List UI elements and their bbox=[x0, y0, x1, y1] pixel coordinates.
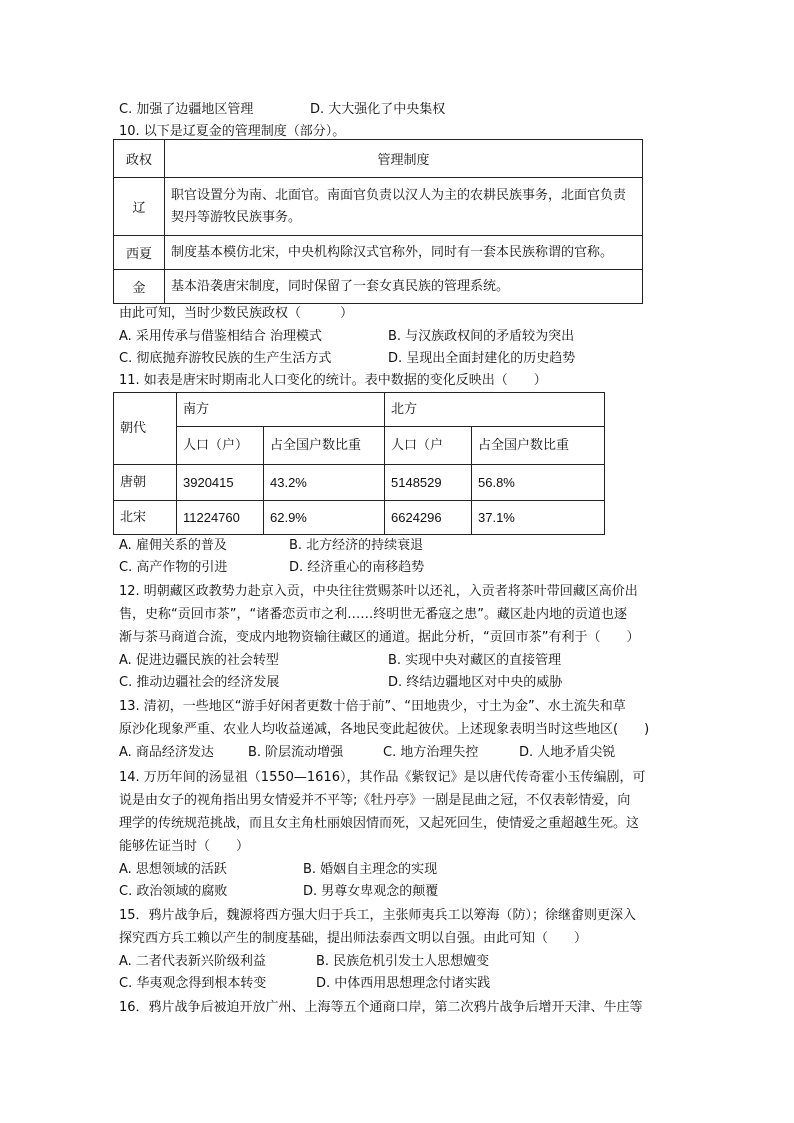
q11-header-south: 南方 bbox=[177, 393, 385, 427]
q15-option-b[interactable]: B. 民族危机引发士人思想嬗变 bbox=[316, 954, 490, 969]
q10-regime-xixia: 西夏 bbox=[114, 236, 165, 270]
q10-option-d[interactable]: D. 呈现出全面封建化的历史趋势 bbox=[388, 351, 576, 366]
q15-option-a[interactable]: A. 二者代表新兴阶级利益 bbox=[119, 954, 266, 969]
q11-header-north: 北方 bbox=[385, 393, 605, 427]
q11-header-north-share: 占全国户数比重 bbox=[472, 427, 605, 465]
q10-table bbox=[113, 139, 643, 304]
q11-cell-north-pop: 6624296 bbox=[385, 501, 472, 535]
q11-stem: 11. 如表是唐宋时期南北人口变化的统计。表中数据的变化反映出（ ） bbox=[119, 373, 547, 388]
q11-header-north-pop: 人口（户 bbox=[385, 427, 472, 465]
q14-option-b[interactable]: B. 婚姻自主理念的实现 bbox=[303, 862, 438, 877]
q12-line-2: 售，史称“贡回市茶”，“诸番恋贡市之利……终明世无番寇之患”。藏区赴内地的贡道也逐 bbox=[119, 607, 627, 622]
q14-option-a[interactable]: A. 思想领域的活跃 bbox=[119, 862, 227, 877]
q12-option-a[interactable]: A. 促进边疆民族的社会转型 bbox=[119, 653, 279, 668]
q10-regime-liao: 辽 bbox=[114, 178, 165, 236]
q13-option-b[interactable]: B. 阶层流动增强 bbox=[248, 745, 344, 760]
q14-option-c[interactable]: C. 政治领域的腐败 bbox=[119, 884, 228, 899]
q15-option-d[interactable]: D. 中体西用思想理念付诸实践 bbox=[316, 976, 491, 991]
q11-header-dynasty: 朝代 bbox=[114, 393, 177, 465]
q11-cell-north-share: 56.8% bbox=[472, 465, 605, 501]
q11-row-dynasty: 北宋 bbox=[114, 501, 177, 535]
q14-line-3: 理学的传统规范挑战，而且女主角杜丽娘因情而死，又起死回生，使情爱之重超越生死。这 bbox=[119, 816, 640, 831]
q10-regime-jin: 金 bbox=[114, 270, 165, 304]
q11-cell-north-pop: 5148529 bbox=[385, 465, 472, 501]
q13-line-1: 13. 清初，一些地区“游手好闲者更数十倍于前”、“田地贵少，寸土为金”、水土流失和草 bbox=[119, 699, 626, 714]
q10-system-liao: 职官设置分为南、北面官。南面官负责以汉人为主的农耕民族事务，北面官负责契丹等游牧民族事务。 bbox=[165, 178, 643, 236]
q10-system-jin: 基本沿袭唐宋制度，同时保留了一套女真民族的管理系统。 bbox=[165, 270, 643, 304]
q11-cell-south-pop: 11224760 bbox=[177, 501, 264, 535]
q11-header-south-share: 占全国户数比重 bbox=[264, 427, 385, 465]
q11-option-b[interactable]: B. 北方经济的持续衰退 bbox=[289, 538, 424, 553]
q14-line-2: 说是由女子的视角指出男女情爱并不平等;《牡丹亭》一剧是昆曲之冠，不仅表彰情爱，向 bbox=[119, 793, 631, 808]
q11-cell-south-pop: 3920415 bbox=[177, 465, 264, 501]
q11-cell-south-share: 43.2% bbox=[264, 465, 385, 501]
q10-option-a[interactable]: A. 采用传承与借鉴相结合 治理模式 bbox=[119, 329, 323, 344]
q14-line-1: 14. 万历年间的汤显祖（1550—1616），其作品《紫钗记》是以唐代传奇霍小玉传编剧，可 bbox=[119, 770, 646, 785]
q11-option-a[interactable]: A. 雇佣关系的普及 bbox=[119, 538, 227, 553]
q14-line-4: 能够佐证当时（ ） bbox=[119, 839, 250, 854]
q11-cell-south-share: 62.9% bbox=[264, 501, 385, 535]
q11-option-c[interactable]: C. 高产作物的引进 bbox=[119, 560, 228, 575]
q10-option-c[interactable]: C. 彻底抛弃游牧民族的生产生活方式 bbox=[119, 351, 332, 366]
q13-option-c[interactable]: C. 地方治理失控 bbox=[383, 745, 479, 760]
q10-stem: 10. 以下是辽夏金的管理制度（部分）。 bbox=[119, 124, 346, 139]
q16-line-1: 16．鸦片战争后被迫开放广州、上海等五个通商口岸，第二次鸦片战争后增开天津、牛庄等 bbox=[119, 1000, 643, 1015]
q9-option-d[interactable]: D. 大大强化了中央集权 bbox=[310, 102, 446, 117]
q15-line-2: 探究西方兵工赖以产生的制度基础，提出师法泰西文明以自强。由此可知（ ） bbox=[119, 931, 588, 946]
q15-option-c[interactable]: C. 华夷观念得到根本转变 bbox=[119, 976, 267, 991]
q10-header-regime: 政权 bbox=[114, 140, 165, 178]
q11-table bbox=[113, 392, 605, 535]
q13-option-a[interactable]: A. 商品经济发达 bbox=[119, 745, 214, 760]
q11-header-south-pop: 人口（户） bbox=[177, 427, 264, 465]
q11-cell-north-share: 37.1% bbox=[472, 501, 605, 535]
q12-line-3: 渐与茶马商道合流，变成内地物资输往藏区的通道。据此分析，“贡回市茶”有利于（ ） bbox=[119, 630, 640, 645]
q13-option-d[interactable]: D. 人地矛盾尖锐 bbox=[519, 745, 616, 760]
q10-header-system: 管理制度 bbox=[165, 140, 643, 178]
q13-line-2: 原沙化现象严重、农业人均收益递减，各地民变此起彼伏。上述现象表明当时这些地区( ) bbox=[119, 722, 650, 737]
q9-option-c[interactable]: C. 加强了边疆地区管理 bbox=[119, 102, 254, 117]
q12-option-b[interactable]: B. 实现中央对藏区的直接管理 bbox=[388, 653, 562, 668]
q10-option-b[interactable]: B. 与汉族政权间的矛盾较为突出 bbox=[388, 329, 575, 344]
q15-line-1: 15．鸦片战争后，魏源将西方强大归于兵工，主张师夷兵工以筹海（防）；徐继畬则更深入 bbox=[119, 908, 637, 923]
q12-line-1: 12. 明朝藏区政教势力赴京入贡，中央往往赏赐茶叶以还礼，入贡者将茶叶带回藏区高价出 bbox=[119, 584, 638, 599]
q10-question: 由此可知，当时少数民族政权（ ） bbox=[119, 306, 354, 321]
q10-system-xixia: 制度基本模仿北宋，中央机构除汉式官称外，同时有一套本民族称谓的官称。 bbox=[165, 236, 643, 270]
q11-option-d[interactable]: D. 经济重心的南移趋势 bbox=[289, 560, 425, 575]
q11-row-dynasty: 唐朝 bbox=[114, 465, 177, 501]
q14-option-d[interactable]: D. 男尊女卑观念的颠覆 bbox=[303, 884, 439, 899]
q12-option-c[interactable]: C. 推动边疆社会的经济发展 bbox=[119, 675, 280, 690]
q12-option-d[interactable]: D. 终结边疆地区对中央的威胁 bbox=[388, 675, 563, 690]
